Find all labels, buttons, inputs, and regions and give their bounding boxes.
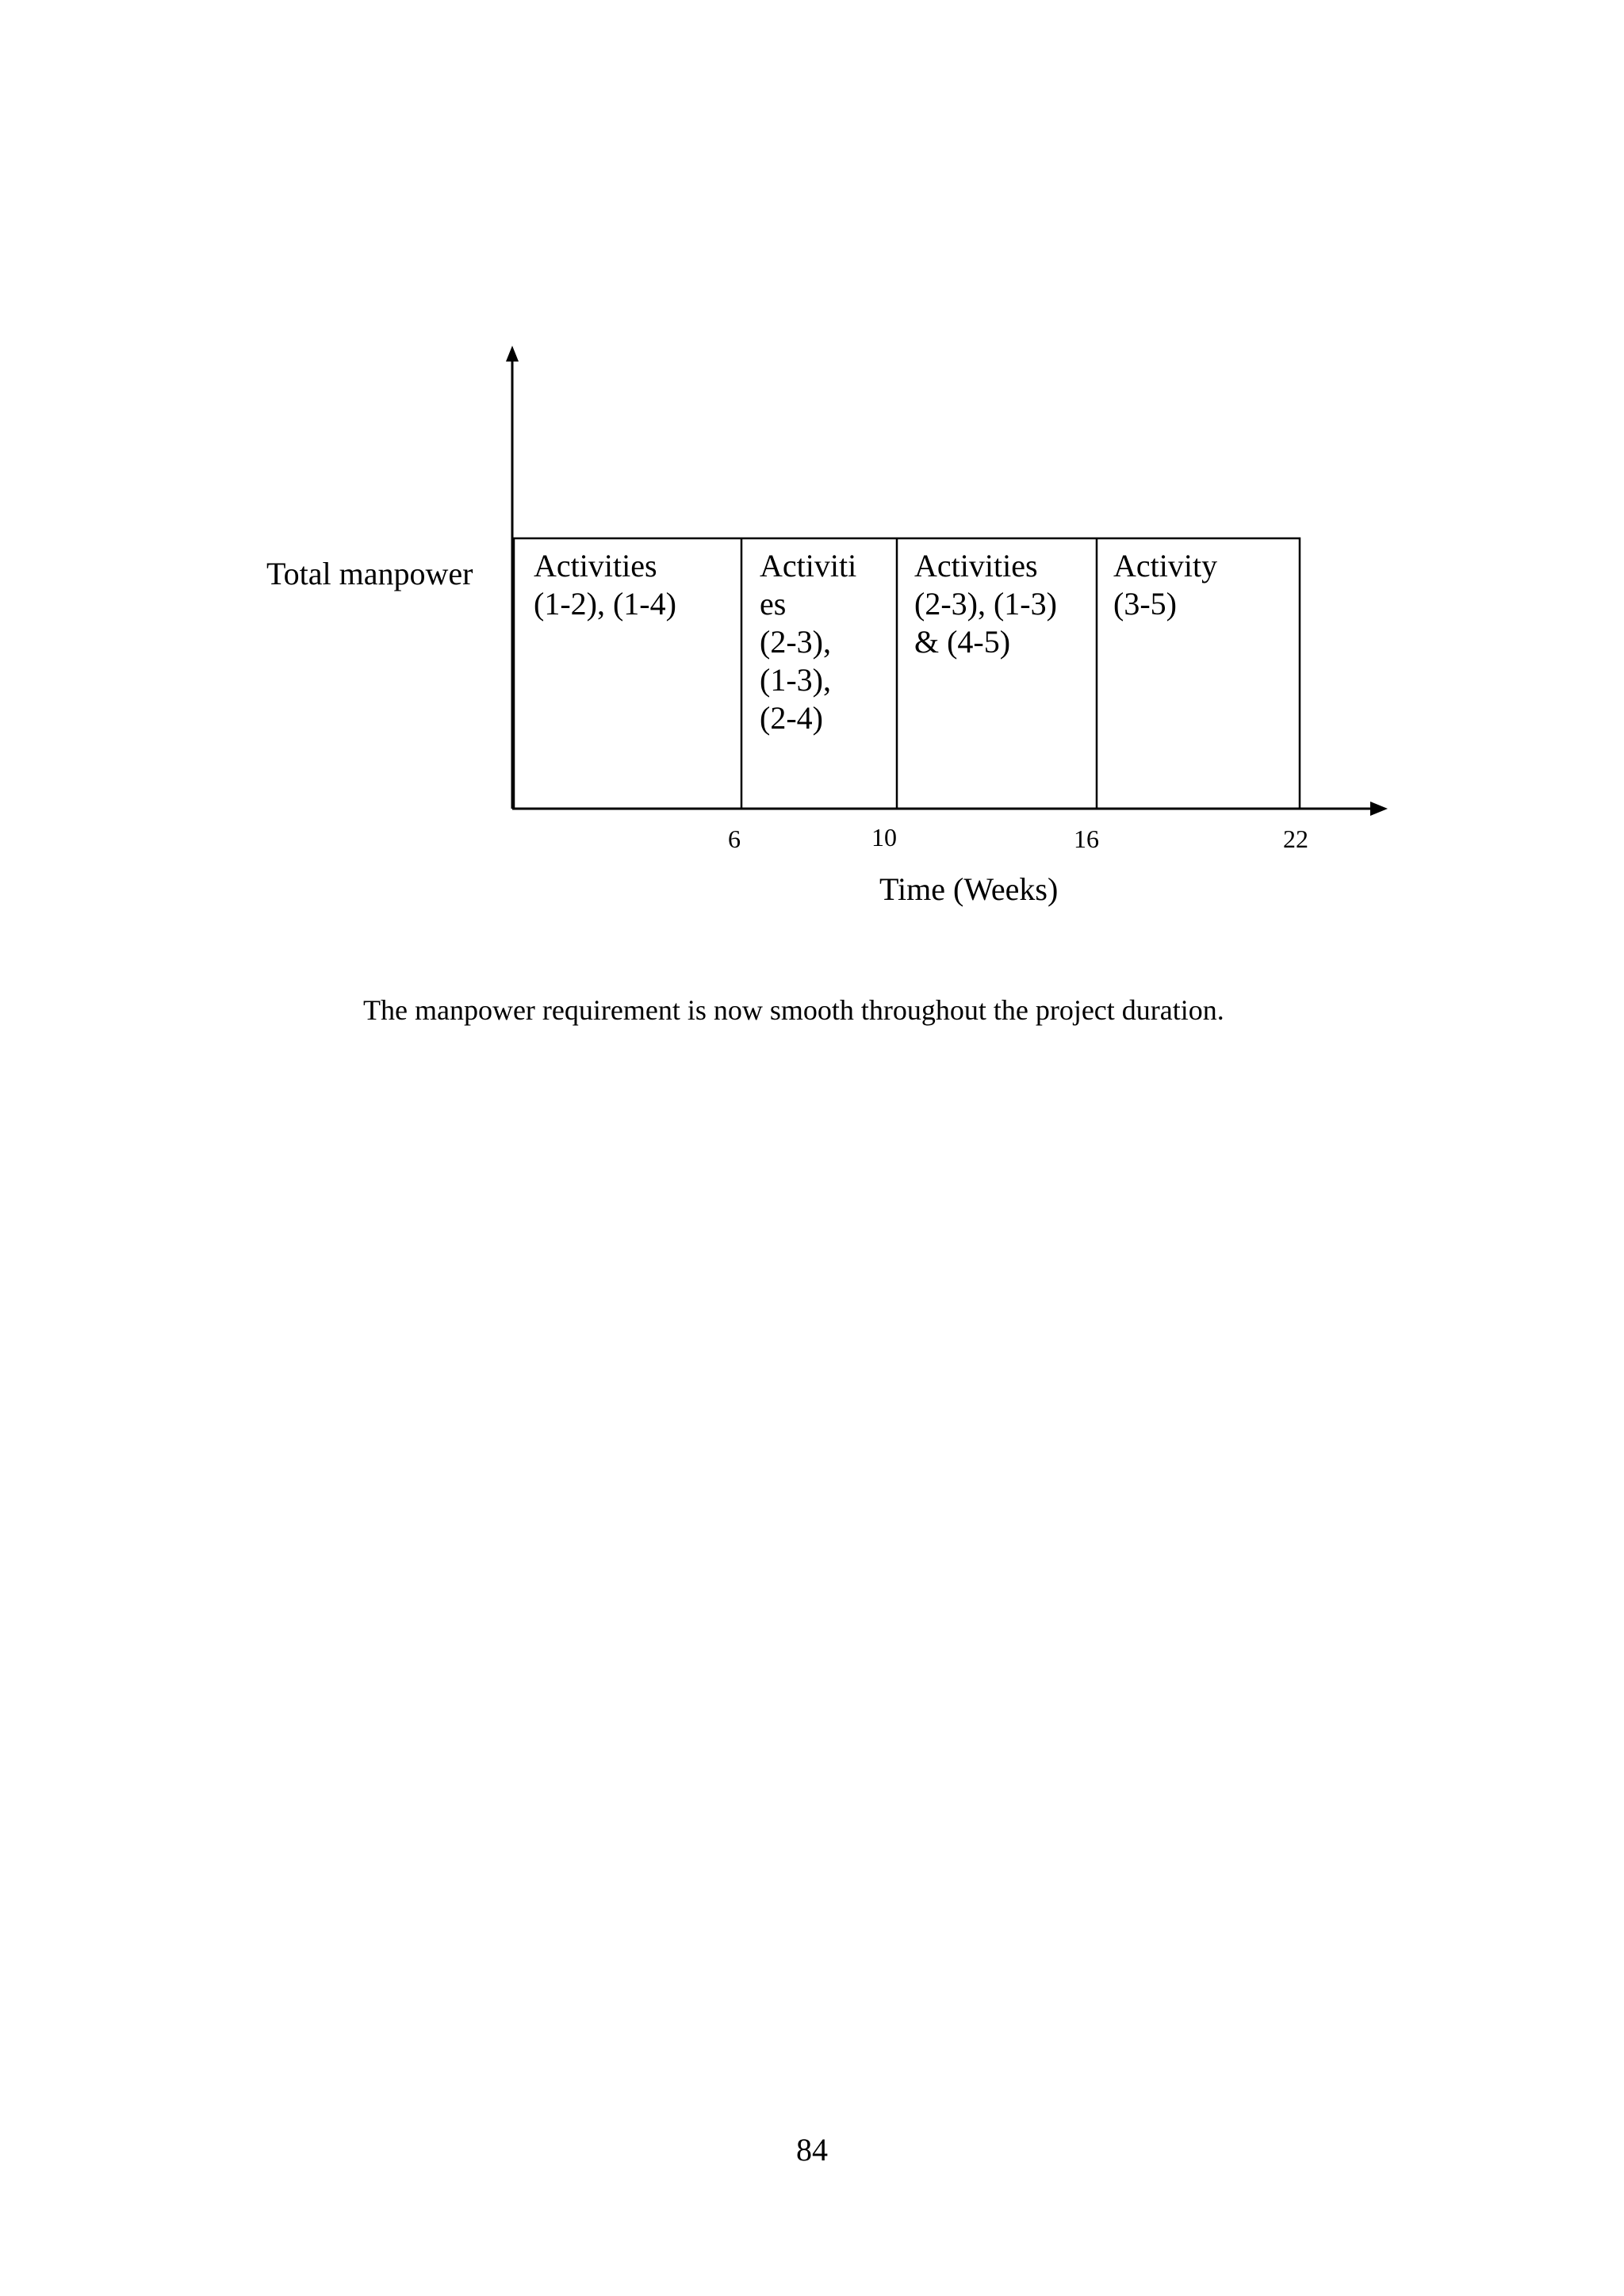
diagram-lines	[0, 0, 1624, 951]
x-axis-arrowhead	[1370, 802, 1388, 816]
x-axis-label: Time (Weeks)	[879, 871, 1059, 907]
x-tick-label: 6	[728, 825, 741, 853]
y-axis-arrowhead	[506, 346, 519, 362]
x-tick-label: 16	[1074, 825, 1099, 853]
block-label-activities-2-3-1-3-4-5: Activities (2-3), (1-3) & (4-5)	[914, 548, 1057, 660]
page-number: 84	[796, 2132, 828, 2168]
y-axis-label: Total manpower	[266, 556, 473, 591]
block-label-activities-1-2-1-4: Activities (1-2), (1-4)	[534, 548, 676, 622]
caption-text: The manpower requirement is now smooth throughout the project duration.	[363, 994, 1224, 1026]
manpower-histogram-diagram	[0, 0, 1624, 951]
block-label-activities-2-3-1-3-2-4: Activiti es (2-3), (1-3), (2-4)	[760, 548, 857, 736]
x-tick-label: 10	[871, 823, 897, 851]
x-tick-label: 22	[1283, 825, 1308, 853]
block-label-activity-3-5: Activity (3-5)	[1113, 548, 1218, 622]
